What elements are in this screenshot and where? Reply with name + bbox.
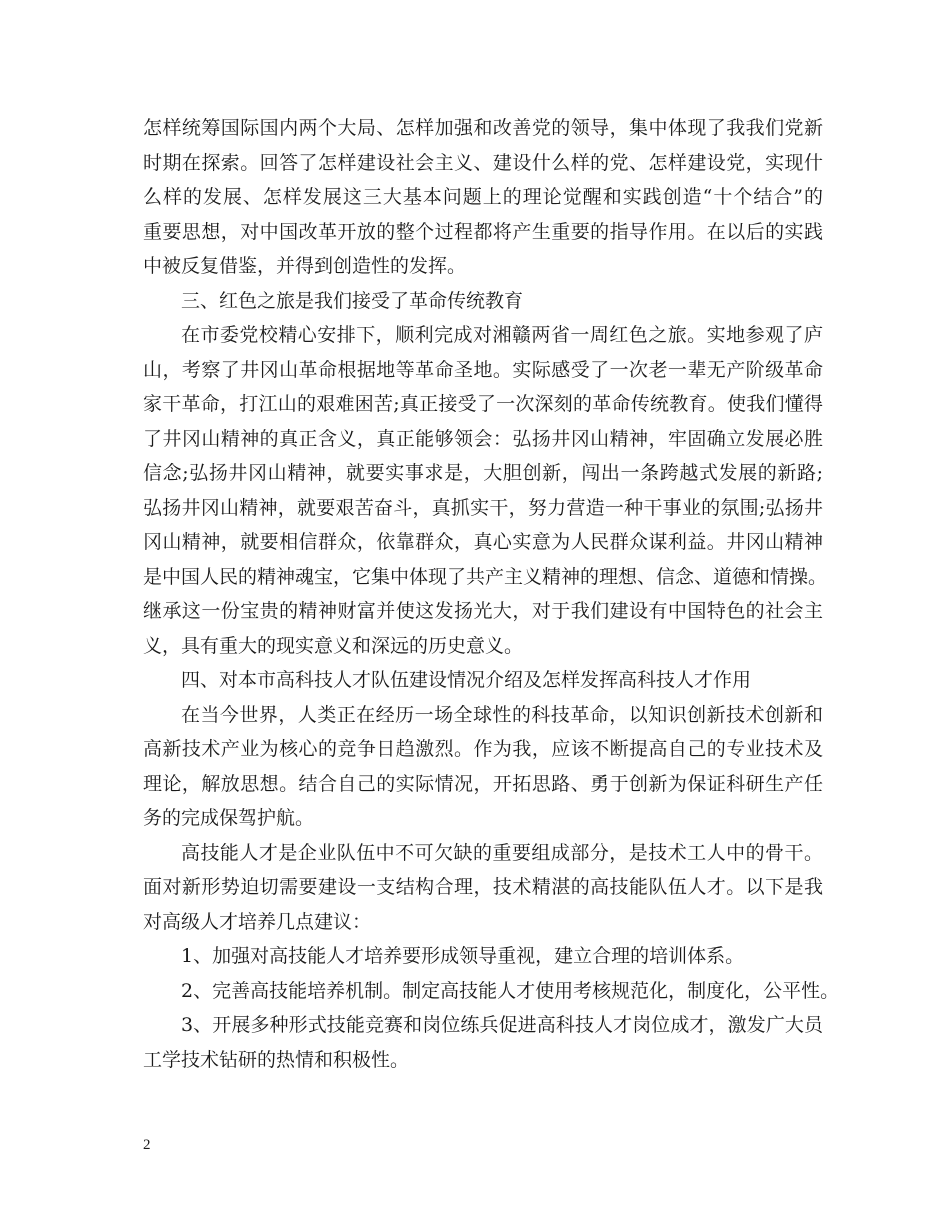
- text-line: 对高级人才培养几点建议：: [143, 910, 372, 933]
- text-line: 高技能人才是企业队伍中不可欠缺的重要组成部分，是技术工人中的骨干。: [181, 841, 823, 864]
- list-item: 3、开展多种形式技能竞赛和岗位练兵促进高科技人才岗位成才，激发广大员: [181, 1014, 823, 1036]
- text-line: 在当今世界，人类正在经历一场全球性的科技革命，以知识创新技术创新和: [181, 703, 823, 726]
- text-line: 家干革命，打江山的艰难困苦;真正接受了一次深刻的革命传统教育。使我们懂得: [143, 393, 823, 415]
- text-line: 面对新形势迫切需要建设一支结构合理，技术精湛的高技能队伍人才。以下是我: [143, 876, 823, 898]
- text-line: 工学技术钻研的热情和积极性。: [143, 1048, 410, 1071]
- text-line: 怎样统筹国际国内两个大局、怎样加强和改善党的领导，集中体现了我我们党新: [143, 117, 823, 139]
- text-line: 冈山精神，就要相信群众，依靠群众，真心实意为人民群众谋利益。井冈山精神: [143, 531, 823, 553]
- text-line: 务的完成保驾护航。: [143, 807, 315, 829]
- text-line: 是中国人民的精神魂宝，它集中体现了共产主义精神的理想、信念、道德和情操。: [143, 565, 828, 588]
- section-heading: 四、对本市高科技人才队伍建设情况介绍及怎样发挥高科技人才作用: [181, 669, 752, 691]
- text-line: 继承这一份宝贵的精神财富并使这发扬光大，对于我们建设有中国特色的社会主: [143, 600, 823, 622]
- text-line: 在市委党校精心安排下，顺利完成对湘赣两省一周红色之旅。实地参观了庐: [181, 324, 823, 346]
- list-item: 1、加强对高技能人才培养要形成领导重视，建立合理的培训体系。: [181, 945, 745, 967]
- text-line: 信念;弘扬井冈山精神，就要实事求是，大胆创新，闯出一条跨越式发展的新路;: [143, 462, 823, 484]
- section-heading: 三、红色之旅是我们接受了革命传统教育: [181, 289, 524, 312]
- list-item: 2、完善高技能培养机制。制定高技能人才使用考核规范化，制度化，公平性。: [181, 979, 840, 1002]
- text-line: 重要思想，对中国改革开放的整个过程都将产生重要的指导作用。在以后的实践: [143, 220, 823, 243]
- page-number: 2: [143, 1137, 151, 1153]
- text-line: 山，考察了井冈山革命根据地等革命圣地。实际感受了一次老一辈无产阶级革命: [143, 358, 823, 381]
- text-line: 义，具有重大的现实意义和深远的历史意义。: [143, 634, 524, 657]
- text-line: 中被反复借鉴，并得到创造性的发挥。: [143, 255, 467, 277]
- text-line: 高新技术产业为核心的竞争日趋激烈。作为我，应该不断提高自己的专业技术及: [143, 738, 823, 760]
- text-line: 时期在探索。回答了怎样建设社会主义、建设什么样的党、怎样建设党，实现什: [143, 151, 823, 174]
- text-line: 理论，解放思想。结合自己的实际情况，开拓思路、勇于创新为保证科研生产任: [143, 772, 823, 795]
- text-line: 了井冈山精神的真正含义，真正能够领会：弘扬井冈山精神，牢固确立发展必胜: [143, 427, 823, 450]
- text-line: 弘扬井冈山精神，就要艰苦奋斗，真抓实干，努力营造一种干事业的氛围;弘扬井: [143, 496, 823, 519]
- body-text: [143, 111, 840, 1077]
- text-line: 么样的发展、怎样发展这三大基本问题上的理论觉醒和实践创造“十个结合”的: [143, 186, 823, 208]
